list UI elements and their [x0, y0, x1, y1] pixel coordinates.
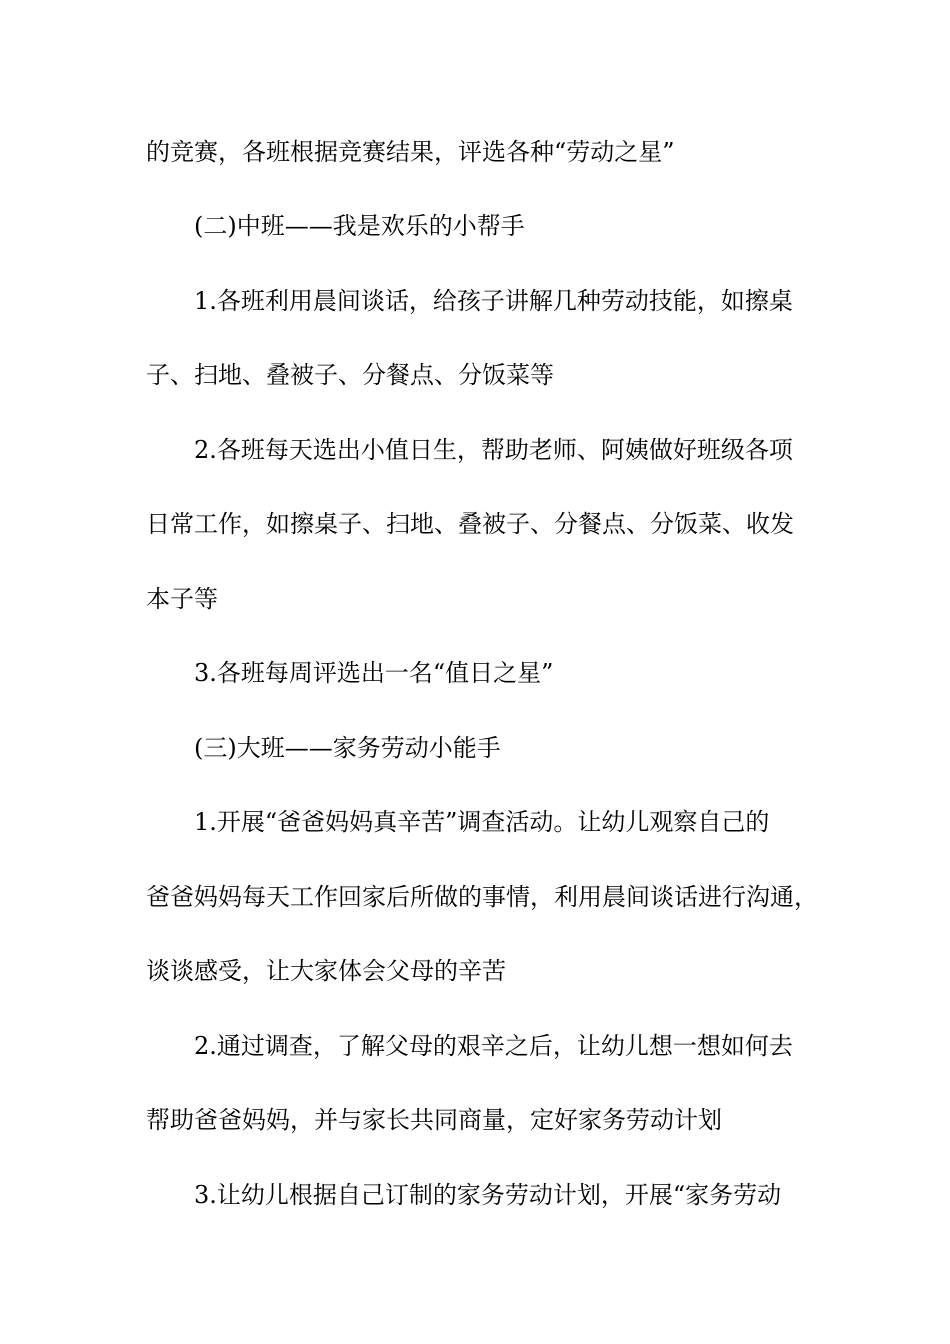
section-heading-middle-class: (二)中班——我是欢乐的小帮手 [194, 212, 525, 240]
paragraph-line: 2.各班每天选出小值日生，帮助老师、阿姨做好班级各项 [194, 436, 793, 464]
paragraph-line: 谈谈感受，让大家体会父母的辛苦 [146, 957, 506, 985]
paragraph-line: 日常工作，如擦桌子、扫地、叠被子、分餐点、分饭菜、收发 [146, 510, 794, 538]
paragraph-line: 的竞赛，各班根据竞赛结果，评选各种“劳动之星” [146, 138, 675, 166]
paragraph-line: 3.让幼儿根据自己订制的家务劳动计划，开展“家务劳动 [194, 1181, 782, 1209]
paragraph-line: 3.各班每周评选出一名“值日之星” [194, 659, 554, 687]
paragraph-line: 1.各班利用晨间谈话，给孩子讲解几种劳动技能，如擦桌 [194, 287, 793, 315]
paragraph-line: 帮助爸爸妈妈，并与家长共同商量，定好家务劳动计划 [146, 1106, 722, 1134]
paragraph-line: 本子等 [146, 585, 218, 613]
paragraph-line: 子、扫地、叠被子、分餐点、分饭菜等 [146, 361, 554, 389]
paragraph-line: 2.通过调查，了解父母的艰辛之后，让幼儿想一想如何去 [194, 1032, 793, 1060]
paragraph-line: 1.开展“爸爸妈妈真辛苦”调查活动。让幼儿观察自己的 [194, 808, 770, 836]
section-heading-senior-class: (三)大班——家务劳动小能手 [194, 734, 501, 762]
paragraph-line: 爸爸妈妈每天工作回家后所做的事情，利用晨间谈话进行沟通， [146, 883, 818, 911]
